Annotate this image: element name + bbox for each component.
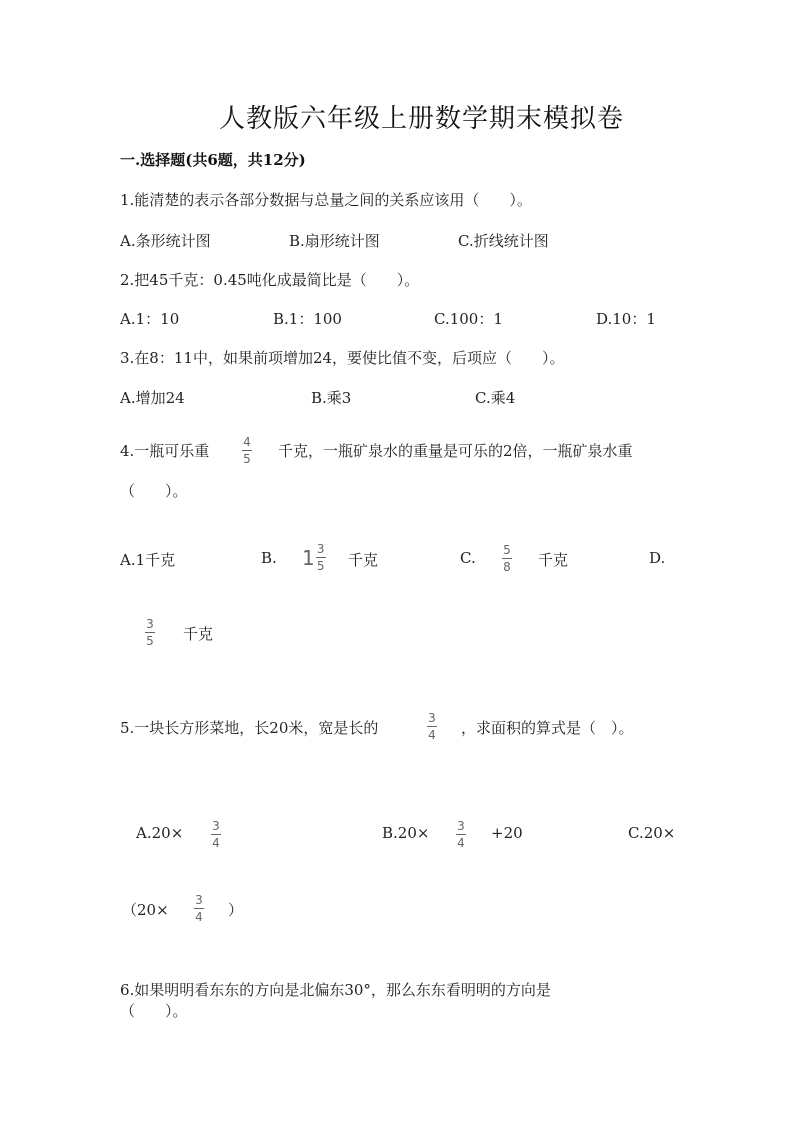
q2-option-a: A.1：10 — [120, 310, 180, 328]
fraction-bar — [427, 726, 437, 727]
fraction-bar — [502, 558, 512, 559]
fraction-numerator: 3 — [195, 893, 203, 907]
q4-fraction — [242, 436, 252, 465]
page-title: 人教版六年级上册数学期末模拟卷 — [219, 104, 625, 134]
q5-option-b-tail: +20 — [491, 824, 523, 842]
q4-option-b-unit: 千克 — [348, 551, 379, 569]
q2-option-c: C.100：1 — [434, 310, 503, 328]
q4-option-d-unit: 千克 — [183, 625, 214, 643]
question-4-blank: （ ）。 — [120, 482, 188, 500]
fraction-denominator: 4 — [457, 836, 465, 850]
fraction-denominator: 4 — [428, 728, 436, 742]
fraction-denominator: 4 — [212, 836, 220, 850]
q5-option-a-label: A.20× — [136, 824, 184, 842]
q1-option-a: A.条形统计图 — [120, 232, 211, 250]
q3-option-c: C.乘4 — [475, 389, 516, 407]
q2-option-d: D.10：1 — [596, 310, 656, 328]
fraction-bar — [242, 450, 252, 451]
q3-option-b: B.乘3 — [311, 389, 352, 407]
fraction-denominator: 4 — [195, 910, 203, 924]
question-2-stem: 2.把45千克：0.45吨化成最简比是（ ）。 — [120, 271, 420, 289]
fraction-bar — [316, 557, 326, 558]
q2-option-b: B.1：100 — [273, 310, 342, 328]
fraction-bar — [456, 834, 466, 835]
question-4-stem-start: 4.一瓶可乐重 — [120, 442, 210, 460]
q4-option-c-fraction — [502, 544, 512, 573]
fraction-numerator: 3 — [316, 542, 325, 556]
fraction-bar — [211, 834, 221, 835]
question-4-stem-end: 千克，一瓶矿泉水的重量是可乐的2倍，一瓶矿泉水重 — [278, 442, 633, 460]
q4-option-a: A.1千克 — [120, 551, 176, 569]
fraction-bar — [145, 632, 155, 633]
q5-option-c-label: C.20× — [628, 824, 676, 842]
fraction-bar — [194, 908, 204, 909]
q1-option-b: B.扇形统计图 — [289, 232, 380, 250]
fraction-denominator: 5 — [316, 559, 325, 573]
question-5-stem-start: 5.一块长方形菜地，长20米，宽是长的 — [120, 719, 379, 737]
q4-option-c-unit: 千克 — [538, 551, 569, 569]
q5-option-c-close: ） — [228, 901, 244, 919]
section-heading: 一.选择题(共6题，共12分) — [120, 151, 306, 169]
q4-option-b-mixed-number — [302, 543, 326, 572]
fraction-denominator: 5 — [243, 452, 251, 466]
q1-option-c: C.折线统计图 — [458, 232, 549, 250]
q5-option-a-fraction — [211, 820, 221, 849]
fraction-numerator: 5 — [503, 543, 511, 557]
fraction-denominator: 8 — [503, 560, 511, 574]
question-3-stem: 3.在8：11中，如果前项增加24，要使比值不变，后项应（ ）。 — [120, 349, 565, 367]
q4-option-c-label: C. — [460, 549, 476, 567]
q4-option-d-label: D. — [649, 549, 666, 567]
q3-option-a: A.增加24 — [120, 389, 185, 407]
q4-option-b-label: B. — [261, 549, 277, 567]
question-6-stem: 6.如果明明看东东的方向是北偏东30°，那么东东看明明的方向是 — [120, 981, 551, 999]
question-1-stem: 1.能清楚的表示各部分数据与总量之间的关系应该用（ ）。 — [120, 191, 532, 209]
q5-fraction — [427, 712, 437, 741]
fraction-numerator: 3 — [146, 617, 154, 631]
question-6-blank: （ ）。 — [120, 1002, 188, 1020]
fraction-numerator: 3 — [457, 819, 465, 833]
question-5-stem-end: ，求面积的算式是（ ）。 — [461, 719, 634, 737]
q4-option-d-fraction — [145, 618, 155, 647]
q5-option-b-fraction — [456, 820, 466, 849]
fraction-numerator: 3 — [428, 711, 436, 725]
q5-option-b-label: B.20× — [382, 824, 430, 842]
fraction-numerator: 4 — [243, 435, 251, 449]
mixed-fraction — [316, 543, 326, 572]
fraction-denominator: 5 — [146, 634, 154, 648]
mixed-whole: 1 — [302, 545, 315, 570]
q5-option-c-continued: （20× — [122, 901, 169, 919]
fraction-numerator: 3 — [212, 819, 220, 833]
q5-option-c-fraction — [194, 894, 204, 923]
